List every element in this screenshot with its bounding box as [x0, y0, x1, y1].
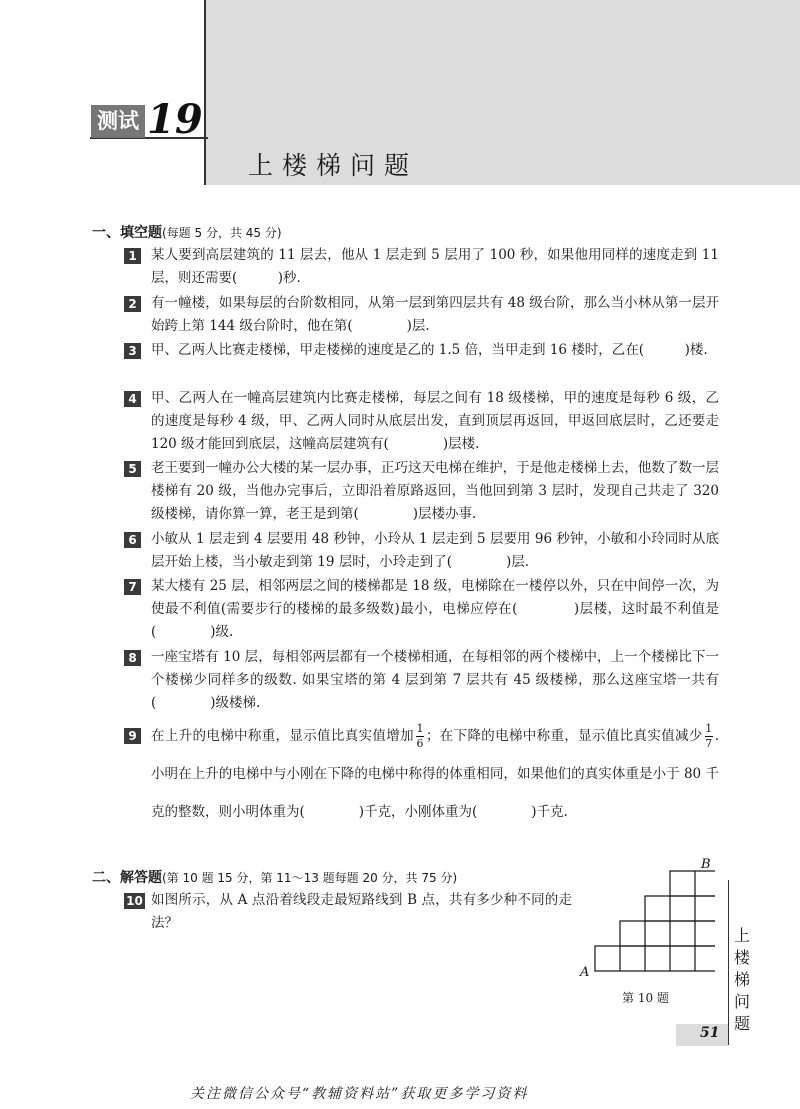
question-text: 一座宝塔有 10 层，每相邻两层都有一个楼梯相通，在每相邻的两个楼梯中，上一个楼梯比下一个楼梯少同样多的级数. 如果宝塔的第 4 层到第 7 层共有 45 级楼梯，那么这座宝塔一共有( )级楼梯.: [151, 649, 719, 711]
question-8: [124, 646, 719, 715]
test-number: 19: [147, 96, 203, 143]
question-text: 某大楼有 25 层，相邻两层之间的楼梯都是 18 级，电梯除在一楼停以外，只在中间停一次，为使最不利值(需要步行的楼梯的最多级数)最小，电梯应停在( )层楼，这时最不利值是( )级.: [151, 578, 719, 640]
q9-text-1: 在上升的电梯中称重，显示值比真实值增加: [151, 728, 414, 744]
grid-row-3: [645, 896, 715, 921]
page-title: 上楼梯问题: [248, 151, 419, 180]
test-label: [91, 96, 203, 143]
section-1-heading: [92, 222, 282, 242]
question-number: 5: [124, 461, 141, 477]
header-divider: [204, 0, 206, 185]
q9-text-2: ；在下降的电梯中称重，显示值比真实值减少: [425, 728, 703, 744]
question-text: 小敏从 1 层走到 4 层要用 48 秒钟，小玲从 1 层走到 5 层要用 96 秒钟，小敏和小玲同时从底层开始上楼，当小敏走到第 19 层时，小玲走到了( )层.: [151, 531, 719, 570]
page-number: 51: [700, 1025, 720, 1041]
question-number: 2: [124, 296, 141, 312]
question-7: [124, 575, 719, 644]
question-number: 4: [124, 391, 141, 407]
point-b-label: B: [701, 857, 711, 872]
section-2-note: (第 10 题 15 分，第 11～13 题每题 20 分，共 75 分): [162, 871, 458, 885]
grid-row-4: [670, 871, 715, 896]
sidebar-rule: [728, 880, 729, 1045]
grid-row-2: [620, 921, 715, 946]
question-text: 如图所示，从 A 点沿着线段走最短路线到 B 点，共有多少种不同的走法？: [151, 892, 572, 931]
sidebar-title: 上楼梯问题: [733, 926, 750, 1033]
fraction-one-sixth: [416, 723, 424, 750]
footer-note: 关注微信公众号“教辅资料站”获取更多学习资料: [190, 1086, 529, 1102]
fraction-one-seventh: [705, 723, 713, 750]
question-text: 甲、乙两人在一幢高层建筑内比赛走楼梯，每层之间有 18 级楼梯，甲的速度是每秒 6 级，乙的速度是每秒 4 级，甲、乙两人同时从底层出发，直到顶层再返回，甲返回底层时，乙还要走 120 级才能回到底层，这幢高层建筑有( )层楼.: [151, 390, 719, 452]
section-2-heading: [92, 867, 457, 887]
question-text: 有一幢楼，如果每层的台阶数相同，从第一层到第四层共有 48 级台阶，那么当小林从第一层开始跨上第 144 级台阶时，他在第( )层.: [151, 295, 719, 334]
test-label-text: 测试: [91, 105, 145, 138]
question-text: 老王要到一幢办公大楼的某一层办事，正巧这天电梯在维护，于是他走楼梯上去，他数了数一层楼梯有 20 级，当他办完事后，立即沿着原路返回，当他回到第 3 层时，发现自己共走了 320 级楼梯，请你算一算，老王是到第( )层楼办事.: [151, 460, 719, 522]
question-text: 某人要到高层建筑的 11 层去，他从 1 层走到 5 层用了 100 秒，如果他用同样的速度走到 11 层，则还需要( )秒.: [151, 247, 719, 286]
question-1: [124, 244, 719, 290]
fraction-denominator: 6: [416, 737, 424, 750]
section-2-label: 二、解答题: [92, 870, 162, 886]
section-1-note: (每题 5 分，共 45 分): [162, 226, 282, 240]
question-number: 10: [124, 893, 145, 909]
staircase-grid-figure: [575, 855, 715, 985]
question-6: [124, 528, 719, 574]
question-10: [124, 889, 572, 935]
section-1-label: 一、填空题: [92, 225, 162, 241]
q9-text-3: . 小明在上升的电梯中与小刚在下降的电梯中称得的体重相同，如果他们的真实体重是小于 80 千克的整数，则小明体重为( )千克，小刚体重为( )千克.: [151, 728, 720, 820]
question-9: [124, 717, 719, 831]
grid-row-1: [595, 946, 715, 971]
fraction-numerator: 1: [416, 722, 424, 735]
question-number: 8: [124, 650, 141, 666]
question-4: [124, 387, 719, 456]
question-text: 甲、乙两人比赛走楼梯，甲走楼梯的速度是乙的 1.5 倍，当甲走到 16 楼时，乙在( )楼.: [151, 342, 708, 358]
question-2: [124, 292, 719, 338]
question-5: [124, 457, 719, 526]
question-3: [124, 339, 719, 362]
point-a-label: A: [580, 965, 590, 980]
question-number: 9: [124, 728, 141, 744]
question-number: 1: [124, 248, 141, 264]
figure-caption: 第 10 题: [622, 991, 669, 1005]
grid-lines: [595, 871, 715, 971]
fraction-numerator: 1: [705, 722, 713, 735]
question-number: 7: [124, 579, 141, 595]
fraction-denominator: 7: [705, 737, 713, 750]
question-number: 3: [124, 343, 141, 359]
question-number: 6: [124, 532, 141, 548]
question-text: [151, 717, 719, 831]
